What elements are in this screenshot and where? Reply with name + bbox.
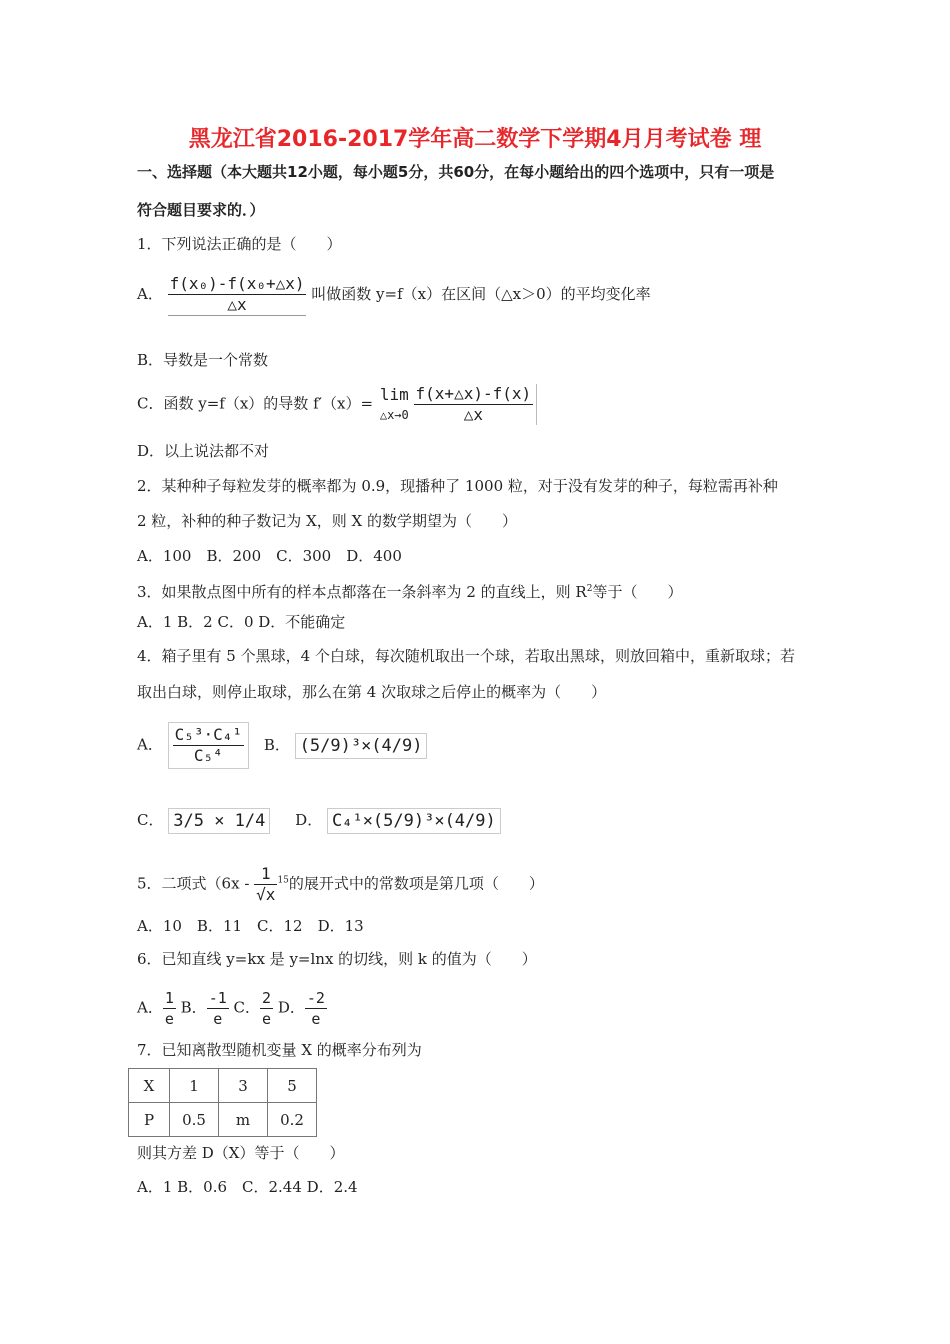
table-cell: 3 <box>219 1069 268 1103</box>
q6-a-den: e <box>164 1010 174 1028</box>
q2-line1: 2．某种种子每粒发芽的概率都为 0.9，现播种了 1000 粒，对于没有发芽的种子，每粒需再补种 <box>137 477 778 495</box>
q6-a-fraction <box>163 988 176 1029</box>
q5-sup: 15 <box>277 875 289 886</box>
q1-option-c <box>137 384 537 425</box>
q1-a-denominator: △x <box>227 295 247 314</box>
q1-c-lim-sub: △x→0 <box>379 407 409 422</box>
q6-d-label: D． <box>277 998 305 1017</box>
q4-c-label: C． <box>137 811 164 829</box>
q3-stem-text: 3．如果散点图中所有的样本点都落在一条斜率为 2 的直线上，则 R <box>137 583 587 601</box>
q6-d-num: -2 <box>306 989 325 1007</box>
q6-b-den: e <box>213 1010 223 1028</box>
q6-options <box>137 988 327 1029</box>
q1-stem: 1．下列说法正确的是（ ） <box>137 235 342 253</box>
q1-c-text: C．函数 y=f（x）的导数 f′（x）= <box>137 394 374 413</box>
q5-denominator: √x <box>256 885 276 904</box>
q4-c-expression: 3/5 × 1/4 <box>168 808 270 834</box>
q6-b-fraction <box>207 988 229 1029</box>
q5-fraction <box>254 864 277 905</box>
q6-stem: 6．已知直线 y=kx 是 y=lnx 的切线，则 k 的值为（ ） <box>137 950 537 968</box>
q1-a-label: A． <box>137 285 163 303</box>
q4-d-label: D． <box>295 811 323 829</box>
q7-distribution-table <box>128 1068 317 1137</box>
q4-options-ab <box>137 722 427 769</box>
q4-d-expression: C₄¹×(5/9)³×(4/9) <box>327 808 501 834</box>
q6-b-num: -1 <box>208 989 227 1007</box>
q3-options: A．1 B．2 C．0 D．不能确定 <box>137 613 346 631</box>
q4-a-label: A． <box>137 735 163 754</box>
section-heading-line2: 符合题目要求的．） <box>137 201 265 219</box>
table-cell: 0.2 <box>268 1103 317 1137</box>
q6-c-label: C． <box>233 998 261 1017</box>
table-cell: 5 <box>268 1069 317 1103</box>
table-row <box>129 1069 317 1103</box>
q7-question: 则其方差 D（X）等于（ ） <box>137 1144 345 1162</box>
section-heading-line1: 一、选择题（本大题共12小题，每小题5分，共60分，在每小题给出的四个选项中，只有一项是 <box>137 163 775 181</box>
q7-options: A．1 B．0.6 C．2.44 D．2.4 <box>137 1178 358 1196</box>
table-cell: 1 <box>170 1069 219 1103</box>
q5-options: A．10 B．11 C．12 D．13 <box>137 917 364 935</box>
q1-c-denominator: △x <box>463 405 483 424</box>
q4-b-label: B． <box>263 735 290 754</box>
q3-stem <box>137 579 682 602</box>
q4-a-fraction <box>168 722 249 769</box>
q6-a-num: 1 <box>164 989 174 1007</box>
q5-numerator: 1 <box>254 864 277 885</box>
table-cell: 0.5 <box>170 1103 219 1137</box>
q7-stem: 7．已知离散型随机变量 X 的概率分布列为 <box>137 1041 422 1059</box>
q1-c-numerator: f(x+△x)-f(x) <box>415 384 532 403</box>
q6-d-fraction <box>305 988 327 1029</box>
table-cell: m <box>219 1103 268 1137</box>
q4-a-numerator: C₅³·C₄¹ <box>174 725 243 744</box>
q4-a-denominator: C₅⁴ <box>193 746 223 765</box>
q1-c-fraction <box>414 384 538 425</box>
q1-a-numerator: f(x₀)-f(x₀+△x) <box>169 274 305 293</box>
table-cell: P <box>129 1103 170 1137</box>
page-title: 黑龙江省2016-2017学年高二数学下学期4月月考试卷 理 <box>188 127 762 152</box>
q2-line2: 2 粒，补种的种子数记为 X，则 X 的数学期望为（ ） <box>137 512 517 530</box>
table-cell: X <box>129 1069 170 1103</box>
q3-stem-end: 等于（ ） <box>592 583 683 601</box>
q5-stem <box>137 864 544 905</box>
q6-c-den: e <box>262 1010 272 1028</box>
table-row <box>129 1103 317 1137</box>
q1-a-text: 叫做函数 y=f（x）在区间（△x＞0）的平均变化率 <box>311 285 651 303</box>
q4-options-cd <box>137 808 501 834</box>
q4-b-expression: (5/9)³×(4/9) <box>295 733 428 759</box>
q3-sup: 2 <box>586 584 593 594</box>
q4-line1: 4．箱子里有 5 个黑球，4 个白球，每次随机取出一个球，若取出黑球，则放回箱中，重新取球；若 <box>137 647 795 665</box>
q1-a-fraction <box>168 274 307 316</box>
q2-options: A．100 B．200 C．300 D．400 <box>137 547 402 565</box>
q1-c-limit <box>380 385 409 425</box>
q6-c-fraction <box>260 988 273 1029</box>
q5-stem-pre: 5．二项式（6x - <box>137 874 250 893</box>
q6-d-den: e <box>311 1010 321 1028</box>
q6-c-num: 2 <box>262 989 272 1007</box>
q6-b-label: B． <box>180 998 207 1017</box>
q1-option-d: D．以上说法都不对 <box>137 442 270 460</box>
q4-line2: 取出白球，则停止取球，那么在第 4 次取球之后停止的概率为（ ） <box>137 683 607 701</box>
q1-option-b: B．导数是一个常数 <box>137 351 269 369</box>
q1-c-lim: lim <box>379 384 409 404</box>
q1-option-a <box>137 274 651 316</box>
q5-stem-post: 的展开式中的常数项是第几项（ ） <box>288 874 544 893</box>
q6-a-label: A． <box>137 998 163 1017</box>
